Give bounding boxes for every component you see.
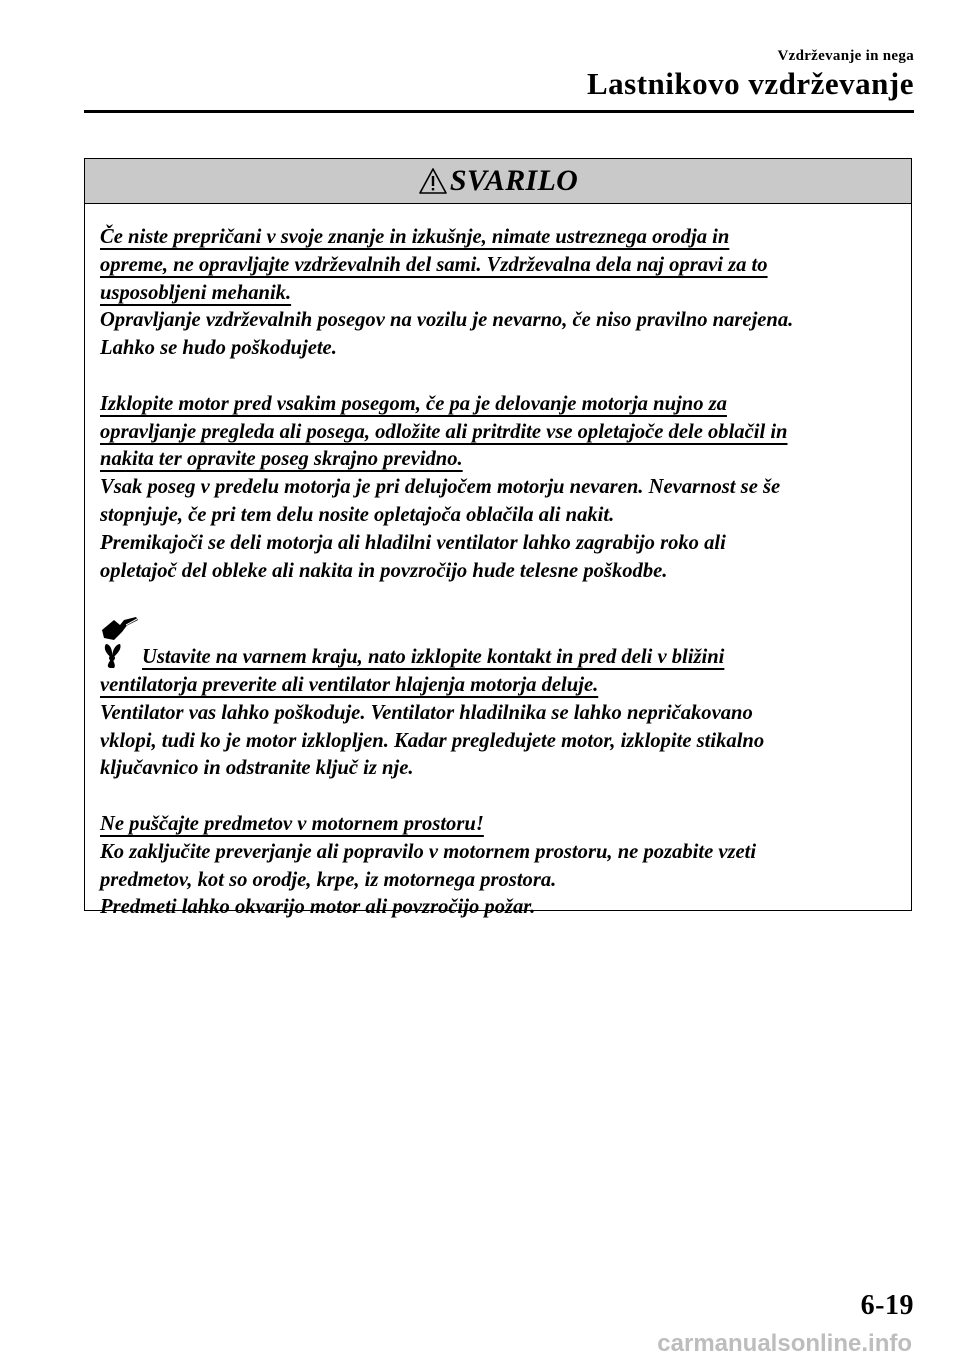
warning-line: predmetov, kot so orodje, krpe, iz motornega prostora. — [100, 868, 557, 891]
warning-line: opravljanje pregleda ali posega, odložite ali pritrdite vse opletajoče dele oblačil in — [100, 420, 788, 443]
page-number: 6-19 — [860, 1290, 914, 1321]
warning-line: opreme, ne opravljajte vzdrževalnih del sami. Vzdrževalna dela naj opravi za to — [100, 253, 768, 276]
warning-line: ključavnico in odstranite ključ iz nje. — [100, 757, 414, 780]
page-title: Lastnikovo vzdrževanje — [586, 66, 914, 101]
warning-line: opletajoč del obleke ali nakita in povzročijo hude telesne poškodbe. — [100, 559, 668, 582]
warning-line: Izklopite motor pred vsakim posegom, če pa je delovanje motorja nujno za — [100, 392, 727, 415]
warning-line: Ustavite na varnem kraju, nato izklopite kontakt in pred deli v bližini — [142, 646, 725, 669]
warning-line: nakita ter opravite poseg skrajno previdno. — [100, 448, 463, 471]
warning-line: Premikajoči se deli motorja ali hladilni ventilator lahko zagrabijo roko ali — [100, 531, 726, 554]
warning-line: Ventilator vas lahko poškoduje. Ventilator hladilnika se lahko nepričakovano — [100, 701, 753, 724]
section-title: Vzdrževanje in nega — [777, 48, 914, 64]
header-divider — [84, 110, 914, 113]
warning-header — [85, 159, 911, 204]
warning-line: Če niste prepričani v svoje znanje in izkušnje, nimate ustreznega orodja in — [100, 226, 730, 248]
warning-line: stopnjuje, če pri tem delu nosite opletajoča oblačila ali nakit. — [100, 503, 615, 526]
warning-line: Opravljanje vzdrževalnih posegov na vozilu je nevarno, če niso pravilno narejena. — [100, 309, 794, 332]
warning-line: Lahko se hudo poškodujete. — [100, 337, 337, 360]
warning-line: vklopi, tudi ko je motor izklopljen. Kadar pregledujete motor, izklopite stikalno — [100, 729, 765, 752]
watermark-site: carmanualsonline.info — [657, 1330, 912, 1357]
warning-title: SVARILO — [449, 164, 579, 197]
warning-line: Predmeti lahko okvarijo motor ali povzročijo požar. — [100, 896, 536, 919]
warning-line: Ko zaključite preverjanje ali popravilo v motornem prostoru, ne pozabite vzeti — [100, 840, 757, 863]
warning-line: Vsak poseg v predelu motorja je pri delujočem motorju nevaren. Nevarnost se še — [100, 476, 781, 499]
warning-line: usposobljeni mehanik. — [100, 281, 292, 304]
warning-box — [84, 158, 912, 919]
warning-triangle-icon — [418, 167, 448, 195]
warning-body — [85, 204, 900, 922]
warning-line: Ne puščajte predmetov v motornem prostoru! — [100, 812, 484, 835]
warning-line: ventilatorja preverite ali ventilator hlajenja motorja deluje. — [100, 673, 599, 696]
